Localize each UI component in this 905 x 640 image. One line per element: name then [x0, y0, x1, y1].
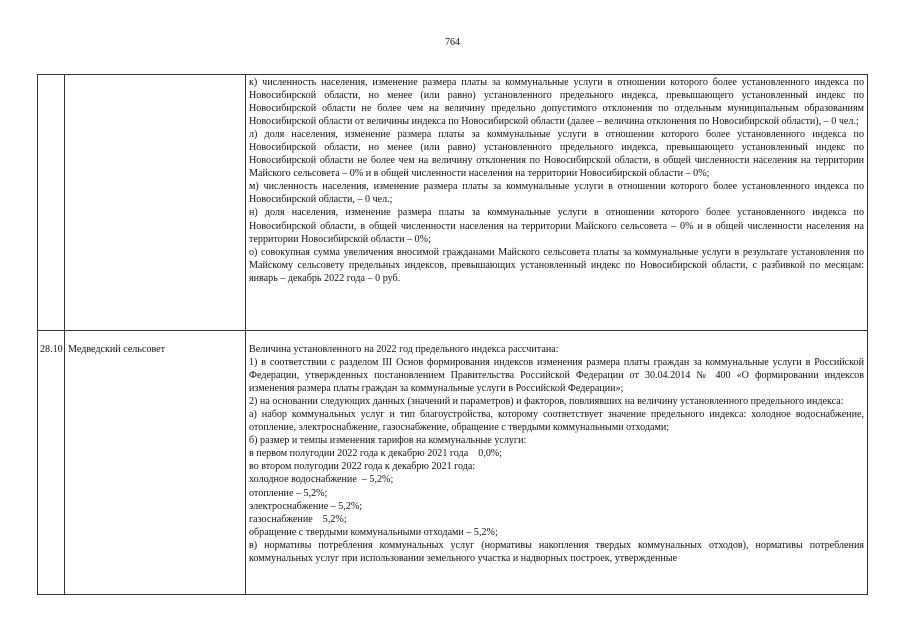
paragraph: м) численность населения, изменение размера платы за коммунальные услуги в отношении которого более установленного индекса по Новосибирской области, – 0 чел.; [249, 181, 864, 206]
paragraph: Величина установленного на 2022 год предельного индекса рассчитана: [249, 344, 559, 355]
paragraph: н) доля населения, изменение размера платы за коммунальные услуги в отношении которого более установленного индекса по Новосибирской области, в общей численности населения на территории Майского сельсовета – 0% и в общей численности населения на территории Новосибирской области – 0%; [249, 207, 864, 245]
table-row [38, 75, 868, 331]
row-number-cell [38, 75, 65, 331]
paragraph: л) доля населения, изменение размера платы за коммунальные услуги в отношении которого более установленного индекса по Новосибирской области, но менее (или равно) установленного предельного индекса, превышающего установленный индекс по Новосибирской области не более чем на величину отклонения по Новосибирской области, в общей численности населения на территории Майского сельсовета – 0% и в общей численности населения на территории Новосибирской области – 0%; [249, 129, 864, 180]
paragraph: а) набор коммунальных услуг и тип благоустройства, которому соответствует значение предельного индекса: холодное водоснабжение, отопление, электроснабжение, газоснабжение, обращение с твердыми коммунальными отходами; [249, 409, 864, 434]
paragraph: б) размер и темпы изменения тарифов на коммунальные услуги: [249, 435, 527, 447]
municipality-name-cell: Медведский сельсовет [65, 331, 246, 595]
paragraph: в) нормативы потребления коммунальных услуг (нормативы накопления твердых коммунальных отходов), нормативы потребления коммунальных услуг при использовании земельного участка и надворных построек, утвержденные [249, 539, 864, 564]
municipality-name-cell [65, 75, 246, 331]
paragraph: в первом полугодии 2022 года к декабрю 2021 года 0,0%; [249, 448, 503, 460]
page-number: 764 [445, 37, 460, 48]
paragraph: к) численность населения, изменение размера платы за коммунальные услуги в отношении которого более установленного индекса по Новосибирской области, но менее (или равно) установленного предельного индекса, превышающего установленный индекс по Новосибирской области не более чем на величину предельно допустимого отклонения по отдельным муниципальным образованиям Новосибирской области от величины индекса по Новосибирской области (далее – величина отклонения по Новосибирской области), – 0 чел.; [249, 77, 864, 128]
paragraph: газоснабжение 5,2%; [249, 513, 347, 525]
table-row [38, 331, 868, 595]
description-cell [246, 331, 868, 595]
paragraph: 1) в соответствии с разделом III Основ формирования индексов изменения размера платы граждан за коммунальные услуги в Российской Федерации, утвержденных постановлением Правительства Российской Федерации от 30.04.2014 № 400 «О формировании индексов изменения размера платы граждан за коммунальные услуги в Российской Федерации»; [249, 357, 864, 395]
row-number-cell: 28.10 [38, 331, 65, 595]
paragraph: отопление – 5,2%; [249, 487, 328, 499]
paragraph: электроснабжение – 5,2%; [249, 500, 363, 512]
document-table [37, 74, 868, 595]
paragraph: о) совокупная сумма увеличения вносимой гражданами Майского сельсовета платы за коммунальные услуги в результате установления по Майскому сельсовету предельных индексов, превышающих установленный индекс по Новосибирской области, с разбивкой по месяцам: январь – декабрь 2022 года – 0 руб. [249, 246, 864, 284]
description-cell [246, 75, 868, 331]
paragraph: обращение с твердыми коммунальными отходами – 5,2%; [249, 526, 498, 538]
paragraph: 2) на основании следующих данных (значений и параметров) и факторов, повлиявших на величину установленного предельного индекса: [249, 396, 844, 408]
paragraph: во втором полугодии 2022 года к декабрю 2021 года: [249, 461, 476, 473]
paragraph: холодное водоснабжение – 5,2%; [249, 474, 394, 486]
